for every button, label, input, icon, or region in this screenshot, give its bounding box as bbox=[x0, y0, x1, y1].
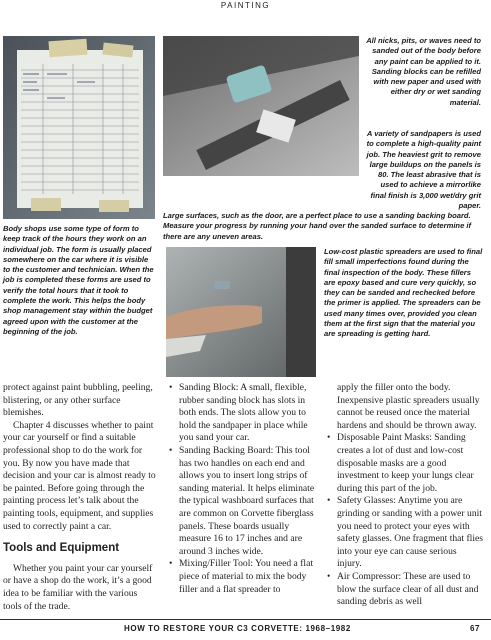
photo-plastic-spreader bbox=[166, 247, 316, 377]
footer-rule bbox=[0, 619, 491, 620]
caption-sandpaper-text: A variety of sandpapers is used to complete a high-quality paint job. The heaviest grit to remove large buildups on the panels is 80. The least abrasive that is used to achieve a mirrorlike final finish is 3,000 wet/dry grit paper. bbox=[366, 129, 481, 211]
equipment-list bbox=[327, 432, 483, 608]
list-item: • Sanding Backing Board: This tool has two handles on each end and allows you to insert long strips of sanding material. It helps eliminate the typical washboard surfaces that are common on Corvette fiberglass panels. These boards usually measure 16 to 17 inches and are around 3 inches wide. bbox=[169, 445, 315, 558]
running-header: PAINTING bbox=[220, 1, 271, 10]
caption-spreaders-text: Low-cost plastic spreaders are used to final fill small imperfections found during the final inspection of the body. These fillers are epoxy based and cure very quickly, so they can be sanded and rechecked before the primer is applied. The spreaders can be used many times over, provided you clean them at the first sign that the material you are spreading is getting hard. bbox=[324, 247, 483, 339]
caption-sanding-blocks-part1 bbox=[365, 36, 481, 108]
list-item: • Air Compressor: These are used to blow the surface clear of all dust and sanding debris as well bbox=[327, 571, 483, 609]
body-column-3 bbox=[327, 382, 483, 609]
caption-time-sheet-text: Body shops use some type of form to keep track of the hours they work on an individual job. The form is usually placed somewhere on the car where it is visible to the customer and technician. When the job is completed these forms are used to verify the total hours that it took to complete the work. This helps the body shop management stay within the budget agreed upon with the customer at the beginning of the job. bbox=[3, 224, 154, 336]
caption-backing-board-text: Large surfaces, such as the door, are a perfect place to use a sanding backing board. Measure your progress by running your hand over the sanded surface to determine if there are any uneven areas. bbox=[163, 211, 472, 241]
caption-backing-board bbox=[163, 211, 481, 242]
page-footer bbox=[0, 619, 491, 633]
time-sheet-illustration bbox=[3, 36, 155, 219]
list-item: • Disposable Paint Masks: Sanding creates a lot of dust and low-cost disposable masks are a good investment to keep your lungs clear during this part of the job. bbox=[327, 432, 483, 495]
body-paragraph: Whether you paint your car yourself or have a shop do the work, it’s a good idea to be familiar with the various tools of the trade. bbox=[3, 562, 153, 612]
page-number: 67 bbox=[470, 624, 481, 633]
caption-spreaders bbox=[324, 247, 484, 340]
list-item: • Sanding Block: A small, flexible, rubber sanding block has slots in both ends. The slots allow you to hold the sandpaper in place while you sand your car. bbox=[169, 382, 315, 445]
body-paragraph: apply the filler onto the body. Inexpensive plastic spreaders usually cannot be reused once the material hardens and should be thrown away. bbox=[337, 382, 480, 431]
body-column-1 bbox=[3, 382, 157, 613]
tool-list bbox=[169, 382, 315, 596]
caption-sandpaper-variety bbox=[163, 129, 481, 211]
caption-sanding-text: All nicks, pits, or waves need to sanded out of the body before any paint can be applied to it. Sanding blocks can be refilled with new paper and used with either dry or wet sanding material. bbox=[366, 36, 481, 107]
footer-book-title: HOW TO RESTORE YOUR C3 CORVETTE: 1968–1982 bbox=[124, 624, 351, 633]
caption-time-sheet bbox=[3, 224, 157, 337]
list-item: • Safety Glasses: Anytime you are grinding or sanding with a power unit you need to protect your eyes with safety glasses. One fragment that flies into your eye can cause serious injury. bbox=[327, 495, 483, 571]
body-paragraph: Chapter 4 discusses whether to paint your car yourself or find a suitable professional shop to do the work for you. By now you have made that decision and your car is almost ready to be painted. Before going through the painting process let’s talk about the painting tools, equipment, and supplies used to correctly paint a car. bbox=[3, 419, 156, 532]
photo-time-sheet bbox=[3, 36, 155, 219]
body-column-2 bbox=[169, 382, 315, 596]
list-item: • Mixing/Filler Tool: You need a flat piece of material to mix the body filler and a flat spreader to bbox=[169, 558, 315, 596]
section-heading: Tools and Equipment bbox=[3, 542, 120, 555]
body-paragraph: protect against paint bubbling, peeling, blistering, or any other surface blemishes. bbox=[3, 382, 153, 419]
spreader-illustration bbox=[166, 247, 316, 377]
